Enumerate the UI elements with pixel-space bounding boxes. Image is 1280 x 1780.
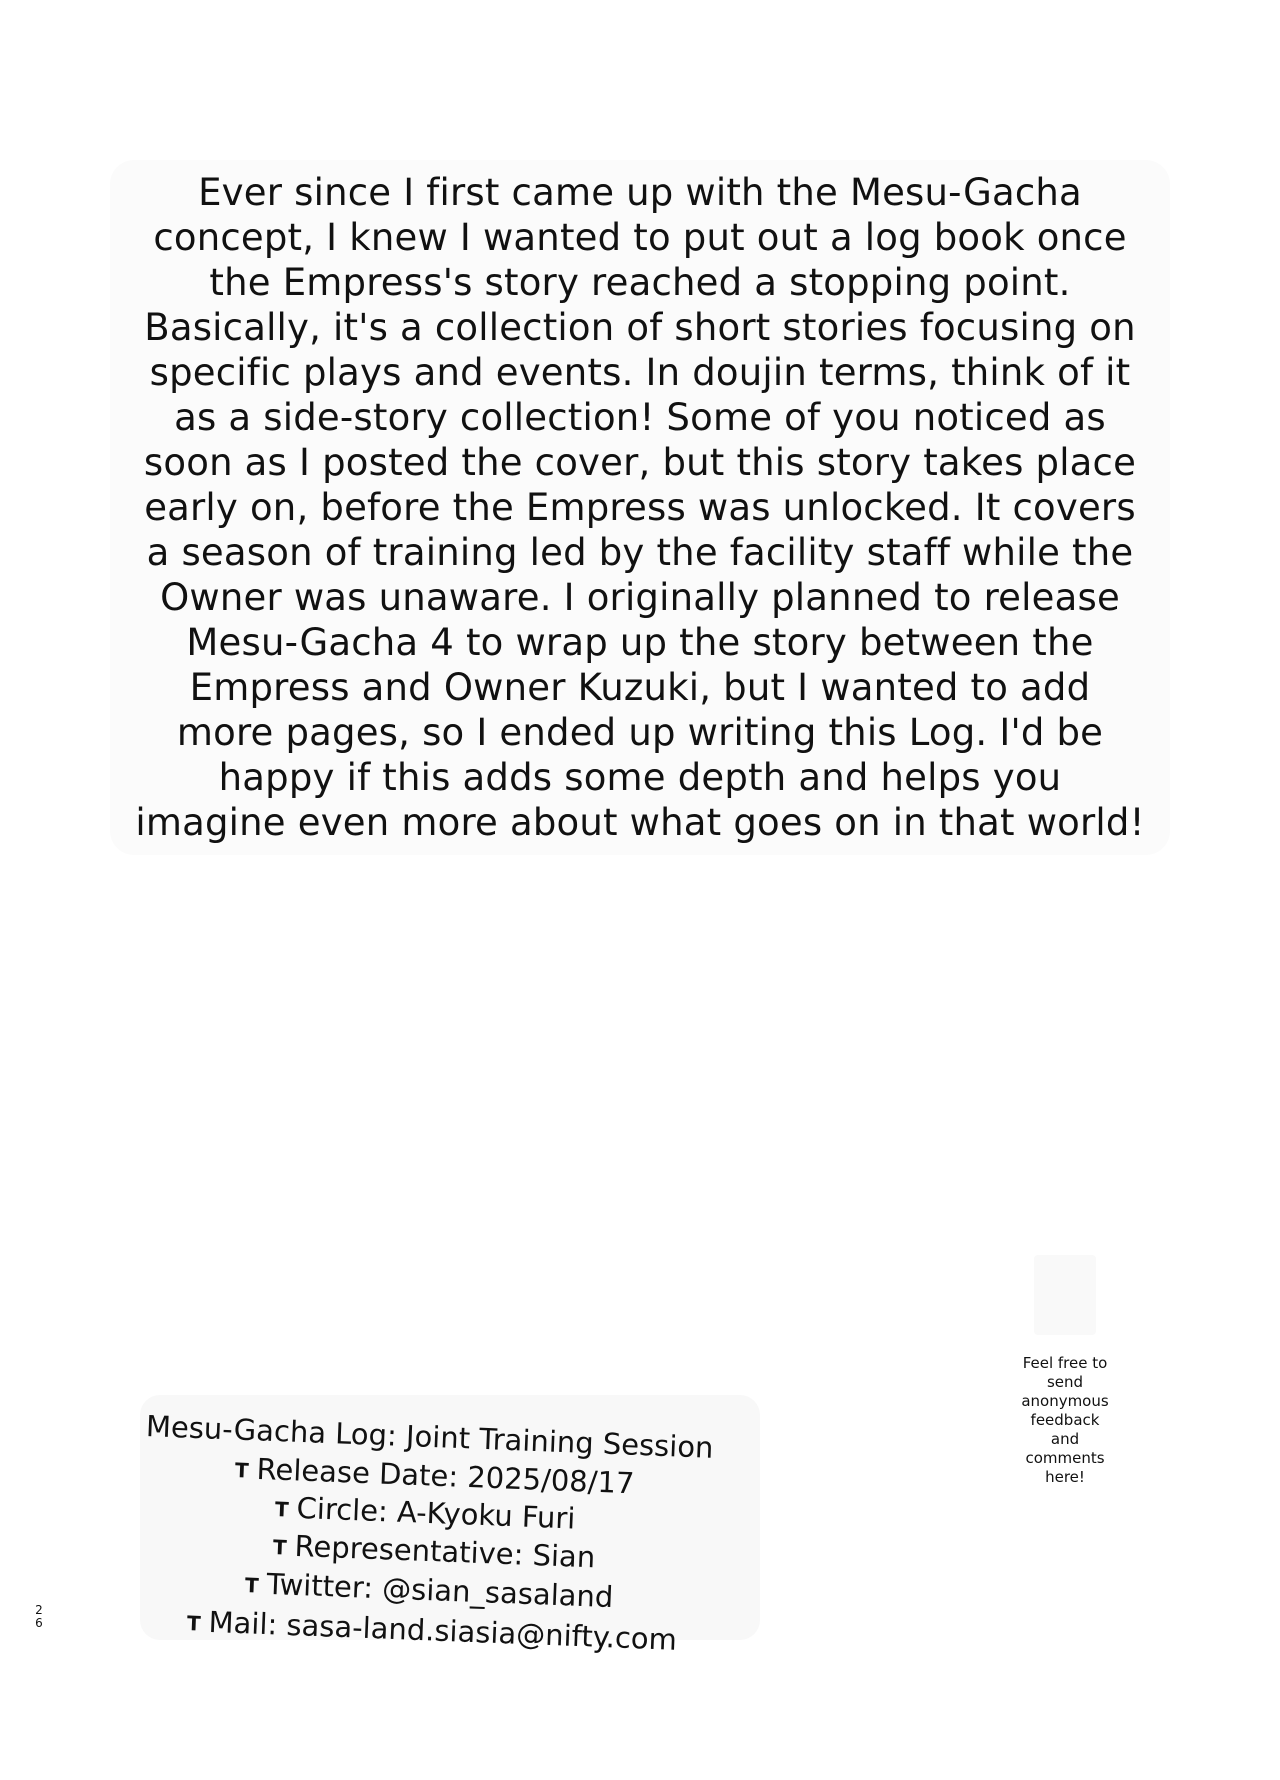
page-number-digit: 6	[35, 1616, 43, 1630]
qr-code-area[interactable]	[1034, 1255, 1096, 1335]
page-number	[34, 1604, 44, 1630]
feedback-note	[1000, 1354, 1130, 1487]
bullet-marker: T	[186, 1611, 202, 1636]
afterword-line: specific plays and events. In doujin terms, think of it	[149, 351, 1131, 394]
afterword-line: as a side-story collection! Some of you noticed as	[174, 396, 1106, 439]
feedback-line: feedback	[1030, 1411, 1100, 1429]
afterword-line: concept, I knew I wanted to put out a log book once	[153, 216, 1127, 259]
feedback-line: comments	[1025, 1449, 1105, 1467]
feedback-line: anonymous	[1021, 1392, 1109, 1410]
afterword-line: Basically, it's a collection of short stories focusing on	[144, 306, 1136, 349]
colophon-title: Mesu-Gacha Log: Joint Training Session	[145, 1409, 715, 1465]
bullet-marker: T	[234, 1458, 250, 1483]
afterword-line: early on, before the Empress was unlocked. It covers	[144, 486, 1136, 529]
afterword-line: a season of training led by the facility staff while the	[146, 531, 1134, 574]
feedback-line: here!	[1045, 1468, 1085, 1486]
afterword-line: Mesu-Gacha 4 to wrap up the story between the	[186, 621, 1094, 664]
afterword-line: Ever since I first came up with the Mesu-Gacha	[198, 171, 1082, 214]
mail-address: Mail: sasa-land.siasia@nifty.com	[208, 1604, 678, 1657]
afterword-line: happy if this adds some depth and helps you	[218, 756, 1062, 799]
release-date: Release Date: 2025/08/17	[256, 1451, 636, 1501]
afterword-line: Empress and Owner Kuzuki, but I wanted to add	[189, 666, 1091, 709]
colophon	[140, 1395, 760, 1657]
representative-name: Representative: Sian	[294, 1528, 596, 1575]
feedback-line: send	[1046, 1373, 1084, 1391]
afterword-line: more pages, so I ended up writing this Log. I'd be	[176, 711, 1104, 754]
twitter-handle: Twitter: @sian_sasaland	[266, 1566, 614, 1615]
bullet-marker: T	[274, 1497, 290, 1522]
afterword-line: soon as I posted the cover, but this story takes place	[143, 441, 1137, 484]
feedback-line: and	[1050, 1430, 1080, 1448]
page-number-digit: 2	[35, 1603, 43, 1617]
circle-name: Circle: A-Kyoku Furi	[296, 1490, 576, 1536]
feedback-line: Feel free to	[1022, 1354, 1108, 1372]
bullet-marker: T	[272, 1535, 288, 1560]
bullet-marker: T	[244, 1573, 260, 1598]
afterword-text-block	[110, 160, 1170, 855]
afterword-line: the Empress's story reached a stopping point.	[209, 261, 1071, 304]
afterword-line: Owner was unaware. I originally planned to release	[160, 576, 1120, 619]
afterword-line: imagine even more about what goes on in that world!	[135, 801, 1145, 844]
